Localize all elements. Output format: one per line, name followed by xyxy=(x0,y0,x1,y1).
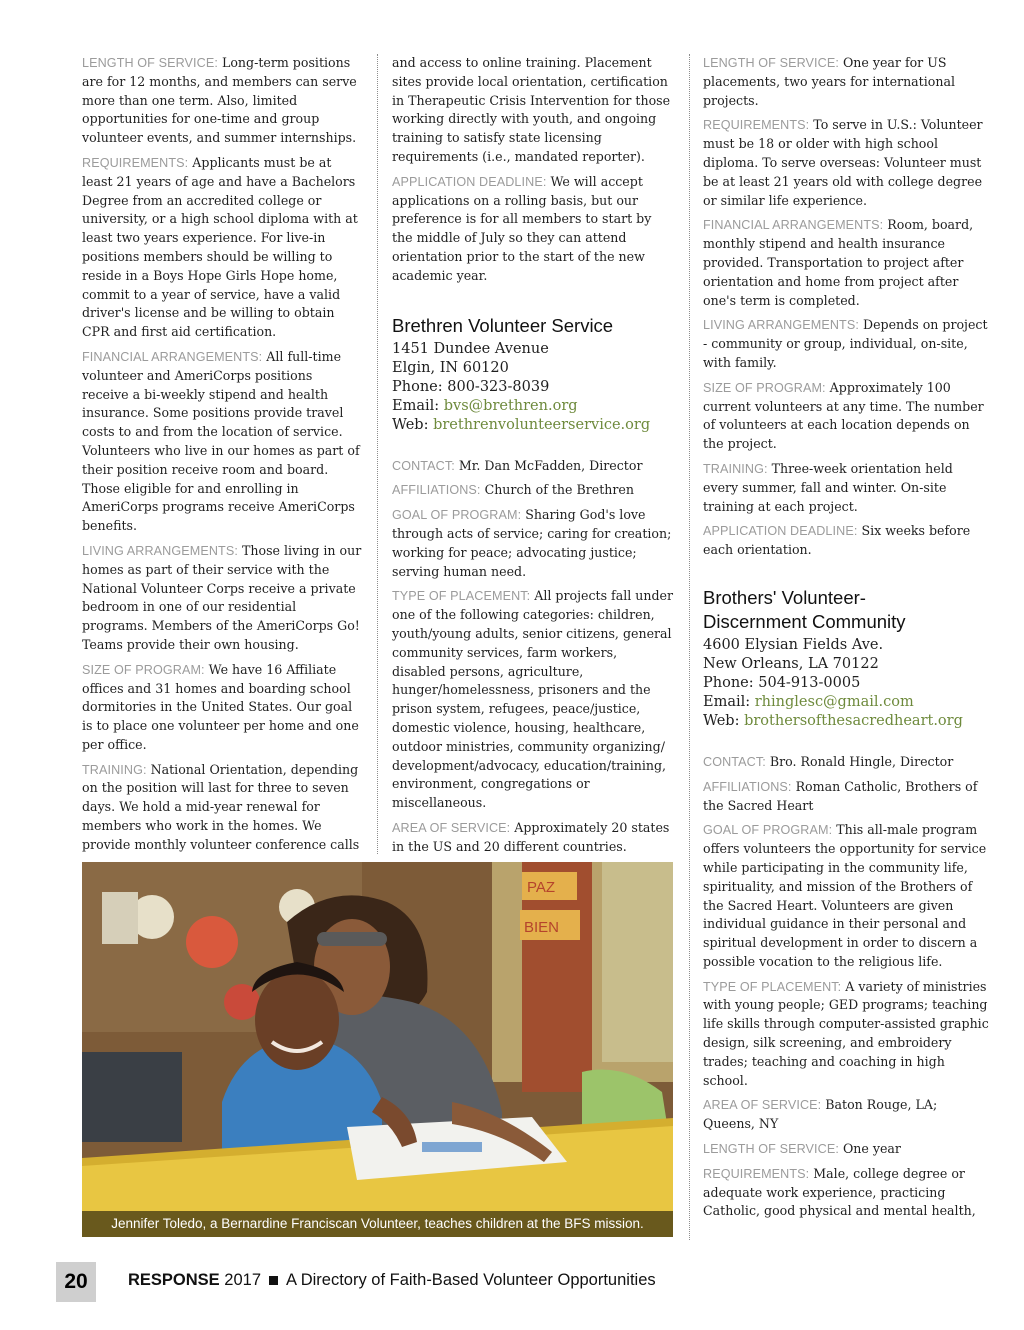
field-training: TRAINING: Three-week orientation held every summer, fall and winter. On-site training at each project. xyxy=(703,460,953,514)
field-contact: CONTACT: Mr. Dan McFadden, Director xyxy=(392,457,643,473)
field-affiliations: AFFILIATIONS: Church of the Brethren xyxy=(392,482,634,498)
field-training-continued: and access to online training. Placement sites provide local orientation, certification in Therapeutic Crisis Intervention for those working directly with youth, and ongoing training to satisfy state licensing requirements (i.e., mandated reporter). xyxy=(392,55,671,164)
field-goal-of-program: GOAL OF PROGRAM: Sharing God's love through acts of service; caring for creation; working for peace; advocating justice; serving human need. xyxy=(392,507,672,579)
field-requirements: REQUIREMENTS: To serve in U.S.: Volunteer must be 18 or older with high school diploma. To serve overseas: Volunteer must be at least 21 years old with college degree or similar life experience. xyxy=(703,117,983,208)
email-line: Email: rhinglesc@gmail.com xyxy=(703,693,914,710)
field-financial-arrangements: FINANCIAL ARRANGEMENTS: Room, board, monthly stipend and health insurance provided. Transportation to project after orientation and home from project after one's term is completed. xyxy=(703,217,974,308)
field-contact: CONTACT: Bro. Ronald Hingle, Director xyxy=(703,753,954,769)
field-goal-of-program: GOAL OF PROGRAM: This all-male program offers volunteers the opportunity for service while participating in the community life, spirituality, and mission of the Brothers of the Sacred Heart. Volunteers are given individual guidance in their personal and spiritual development in order to discern a possible vocation to the religious life. xyxy=(703,822,987,969)
photo xyxy=(82,862,673,1237)
page-footer xyxy=(56,1262,996,1302)
phone: Phone: 504-913-0005 xyxy=(703,674,861,691)
email-line: Email: bvs@brethren.org xyxy=(392,397,578,414)
field-living-arrangements: LIVING ARRANGEMENTS: Those living in our homes as part of their service with the National Volunteer Corps receive a private bedroom in one of our residential programs. Members of the AmeriCorps Go! Teams provide their own housing. xyxy=(82,542,362,652)
field-length-of-service: LENGTH OF SERVICE: Long-term positions are for 12 months, and members can serve more than one term. Also, limited opportunities for one-time and group volunteer events, and summer internships. xyxy=(82,55,357,146)
web-link[interactable]: brothersofthesacredheart.org xyxy=(744,712,963,729)
square-bullet-icon xyxy=(269,1276,278,1285)
street-address: 4600 Elysian Fields Ave. xyxy=(703,636,884,653)
column-2 xyxy=(392,54,674,863)
column-divider xyxy=(377,54,378,854)
field-requirements: REQUIREMENTS: Applicants must be at least 21 years of age and have a Bachelors Degree from an accredited college or university, or a high school diploma with at least two years experience. For live-in positions members should be willing to reside in a Boys Hope Girls Hope home, commit to a year of service, have a valid driver's license and be willing to obtain CPR and first aid certification. xyxy=(82,154,358,340)
field-training: TRAINING: National Orientation, depending on the position will last for three to seven days. We hold a mid-year renewal for members who work in the homes. We provide monthly volunteer conference calls xyxy=(82,761,360,852)
field-size-of-program: SIZE OF PROGRAM: We have 16 Affiliate offices and 31 homes and boarding school dormitories in the United States. Our goal is to place one volunteer per home and one per office. xyxy=(82,661,359,752)
field-area-of-service: AREA OF SERVICE: Baton Rouge, LA; Queens, NY xyxy=(703,1097,938,1132)
field-length-of-service: LENGTH OF SERVICE: One year for US placements, two years for international projects. xyxy=(703,55,956,108)
field-living-arrangements: LIVING ARRANGEMENTS: Depends on project - community or group, individual, on-site, with family. xyxy=(703,317,988,370)
org-name-brethren: Brethren Volunteer Service xyxy=(392,314,614,336)
web-line: Web: brethrenvolunteerservice.org xyxy=(392,416,651,433)
address-block-brethren xyxy=(392,340,674,435)
web-line: Web: brothersofthesacredheart.org xyxy=(703,712,963,729)
publication-name: RESPONSE xyxy=(128,1271,220,1289)
field-type-of-placement: TYPE OF PLACEMENT: A variety of ministries with young people; GED programs; teaching life skills through computer-assisted graphic design, silk screening, and embroidery trades; teaching and coaching in high school. xyxy=(703,978,989,1088)
field-application-deadline: APPLICATION DEADLINE: We will accept applications on a rolling basis, but our preference is for all members to start by the middle of July so they can attend orientation prior to the start of the new academic year. xyxy=(392,173,652,283)
street-address: 1451 Dundee Avenue xyxy=(392,340,549,357)
city-state-zip: Elgin, IN 60120 xyxy=(392,359,509,376)
publication-subtitle: A Directory of Faith-Based Volunteer Opportunities xyxy=(286,1271,656,1289)
column-divider xyxy=(689,54,690,1240)
field-size-of-program: SIZE OF PROGRAM: Approximately 100 current volunteers at any time. The number of volunteers at each location depends on the project. xyxy=(703,379,984,452)
page-number: 20 xyxy=(56,1262,96,1302)
column-1 xyxy=(82,54,362,861)
web-link[interactable]: brethrenvolunteerservice.org xyxy=(433,416,651,433)
email-link[interactable]: bvs@brethren.org xyxy=(443,397,578,414)
publication-year: 2017 xyxy=(224,1271,262,1289)
address-block-brothers xyxy=(703,636,991,731)
email-link[interactable]: rhinglesc@gmail.com xyxy=(754,693,914,710)
field-application-deadline: APPLICATION DEADLINE: Six weeks before each orientation. xyxy=(703,523,971,558)
column-3 xyxy=(703,54,991,1227)
org-name-brothers: Brothers' Volunteer- Discernment Community xyxy=(703,586,906,632)
field-length-of-service: LENGTH OF SERVICE: One year xyxy=(703,1141,901,1157)
sign-paz-text: PAZ xyxy=(527,879,556,896)
field-type-of-placement: TYPE OF PLACEMENT: All projects fall under one of the following categories: children, youth/young adults, senior citizens, general community services, farm workers, disabled persons, agriculture, hunger/homelessness, prisoners and the prison system, refugees, peace/justice, domestic violence, housing, healthcare, outdoor ministries, community organizing/ development/advocacy, education/training, environment, congregations or miscellaneous. xyxy=(392,588,674,811)
field-requirements: REQUIREMENTS: Male, college degree or adequate work experience, practicing Catholic, good physical and mental health, xyxy=(703,1165,976,1219)
city-state-zip: New Orleans, LA 70122 xyxy=(703,655,879,672)
photo-caption: Jennifer Toledo, a Bernardine Franciscan Volunteer, teaches children at the BFS mission. xyxy=(82,1211,673,1237)
field-area-of-service: AREA OF SERVICE: Approximately 20 states in the US and 20 different countries. xyxy=(392,819,670,854)
field-financial-arrangements: FINANCIAL ARRANGEMENTS: All full-time volunteer and AmeriCorps positions receive a bi-weekly stipend and health insurance. Some positions provide travel costs to and from the location of service. Volunteers who live in our homes as part of their position receive room and board. Those eligible for and enrolling in AmeriCorps programs receive AmeriCorps benefits. xyxy=(82,348,360,534)
classroom-photo-illustration xyxy=(82,862,673,1237)
sign-bien-text: BIEN xyxy=(524,919,560,936)
field-affiliations: AFFILIATIONS: Roman Catholic, Brothers of the Sacred Heart xyxy=(703,778,978,813)
phone: Phone: 800-323-8039 xyxy=(392,378,550,395)
running-footer xyxy=(128,1271,656,1290)
